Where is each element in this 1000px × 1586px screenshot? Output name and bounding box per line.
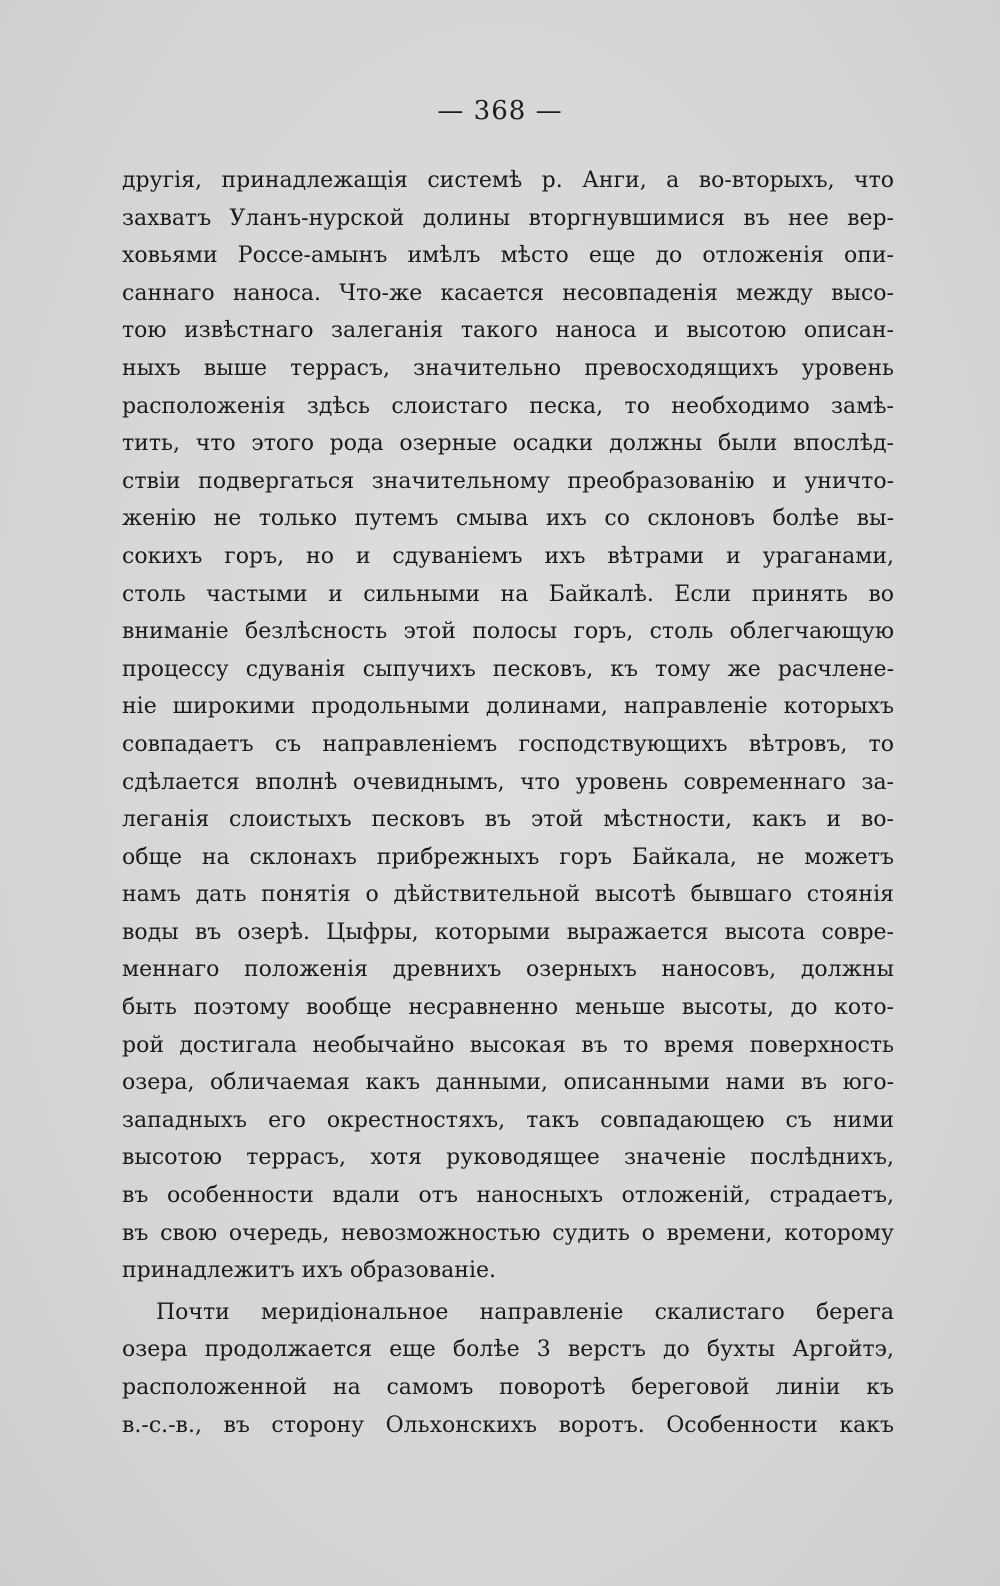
page-number: — 368 —	[437, 96, 563, 126]
text-line: быть поэтому вообще несравненно меньше высоты, до кото-	[122, 995, 894, 1021]
paragraph-first-line: Почти меридіональное направленіе скалистаго берега	[156, 1299, 894, 1325]
text-line: тою извѣстнаго залеганія такого наноса и высотою описан-	[122, 318, 894, 344]
paragraph-last-line: принадлежитъ ихъ образованіе.	[122, 1258, 496, 1284]
text-line: сокихъ горъ, но и сдуваніемъ ихъ вѣтрами и ураганами,	[122, 543, 894, 569]
text-line: ховьями Россе-амынъ имѣлъ мѣсто еще до отложенія опи-	[122, 243, 894, 269]
text-line: меннаго положенія древнихъ озерныхъ наносовъ, должны	[122, 957, 894, 983]
text-line: ствіи подвергаться значительному преобразованію и уничто-	[122, 468, 894, 494]
text-line: озера, обличаемая какъ данными, описанными нами въ юго-	[122, 1070, 894, 1096]
text-line: западныхъ его окрестностяхъ, такъ совпадающею съ ними	[122, 1107, 894, 1133]
text-line: в.-с.-в., въ сторону Ольхонскихъ воротъ. Особенности какъ	[122, 1412, 894, 1438]
text-line: обще на склонахъ прибрежныхъ горъ Байкала, не можетъ	[122, 844, 894, 870]
text-line: захватъ Уланъ-нурской долины вторгнувшимися въ нее вер-	[122, 205, 894, 231]
text-line: въ свою очередь, невозможностью судить о времени, которому	[122, 1220, 894, 1246]
body-text	[122, 162, 894, 1444]
text-line: ныхъ выше террасъ, значительно превосходящихъ уровень	[122, 355, 894, 381]
text-line: сдѣлается вполнѣ очевиднымъ, что уровень современнаго за-	[122, 769, 894, 795]
text-line: озера продолжается еще болѣе 3 верстъ до бухты Аргойтэ,	[122, 1337, 894, 1363]
text-line: расположенія здѣсь слоистаго песка, то необходимо замѣ-	[122, 393, 894, 419]
text-line: совпадаетъ съ направленіемъ господствующихъ вѣтровъ, то	[122, 731, 894, 757]
text-line: тить, что этого рода озерные осадки должны были впослѣд-	[122, 431, 894, 457]
text-line: процессу сдуванія сыпучихъ песковъ, къ тому же расчлене-	[122, 656, 894, 682]
text-line: другія, принадлежащія системѣ р. Анги, а во-вторыхъ, что	[122, 168, 894, 193]
text-line: высотою террасъ, хотя руководящее значеніе послѣднихъ,	[122, 1145, 894, 1171]
text-line: вниманіе безлѣсность этой полосы горъ, столь облегчающую	[122, 619, 894, 645]
text-line: воды въ озерѣ. Цыфры, которыми выражается высота совре-	[122, 919, 894, 945]
text-line: рой достигала необычайно высокая въ то время поверхность	[122, 1032, 894, 1058]
text-line: леганія слоистыхъ песковъ въ этой мѣстности, какъ и во-	[122, 807, 894, 833]
text-line: женію не только путемъ смыва ихъ со склоновъ болѣе вы-	[122, 506, 894, 532]
text-line: расположенной на самомъ поворотѣ береговой линіи къ	[122, 1375, 894, 1400]
text-line: ніе широкими продольными долинами, направленіе которыхъ	[122, 694, 894, 720]
text-line: столь частыми и сильными на Байкалѣ. Если принять во	[122, 581, 894, 607]
text-line: намъ дать понятія о дѣйствительной высотѣ бывшаго стоянія	[122, 882, 894, 908]
text-line: въ особенности вдали отъ наносныхъ отложеній, страдаетъ,	[122, 1183, 894, 1209]
text-line: саннаго наноса. Что-же касается несовпаденія между высо-	[122, 280, 894, 306]
